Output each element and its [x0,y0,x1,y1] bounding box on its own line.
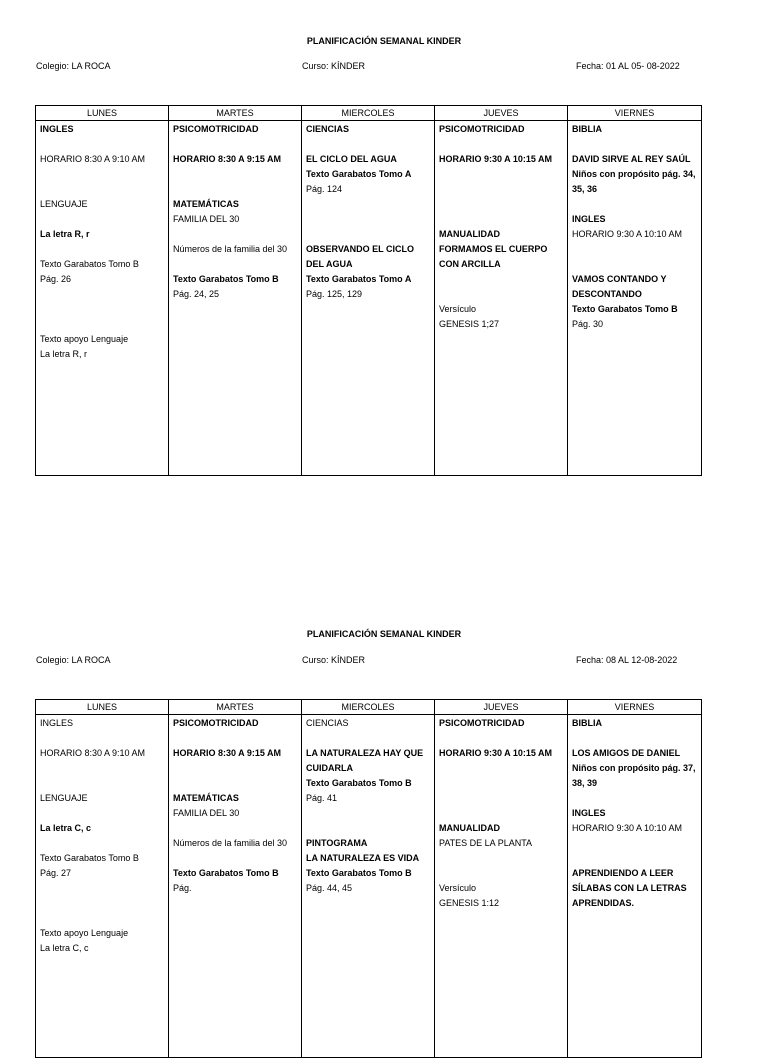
activity-line: LA NATURALEZA HAY QUE CUIDARLA [306,748,424,773]
activity-line [439,287,563,302]
activity-line: LA NATURALEZA ES VIDA [306,853,420,863]
activity-line [439,212,563,227]
activity-line: HORARIO 9:30 A 10:10 AM [572,229,683,239]
activity-line: Texto Garabatos Tomo B [40,259,139,269]
activity-line [439,197,563,212]
activity-line [40,182,164,197]
activity-line [40,911,164,926]
activity-line: CIENCIAS [306,718,349,728]
date-label: Fecha: 01 AL 05- 08-2022 [576,61,680,71]
activity-line: MANUALIDAD [439,823,500,833]
activity-line [173,851,297,866]
activity-line: FORMAMOS EL CUERPO [439,244,548,254]
day-cell [568,121,702,476]
activity-line [173,227,297,242]
activity-line: Pág. 24, 25 [173,289,220,299]
day-header: LUNES [36,700,169,715]
activity-line: MATEMÁTICAS [173,199,239,209]
activity-line [439,851,563,866]
activity-line: HORARIO 8:30 A 9:15 AM [173,748,282,758]
activity-line: Pág. 30 [572,319,604,329]
activity-line: PATES DE LA PLANTA [439,838,533,848]
activity-line [306,137,430,152]
activity-line: Versículo [439,883,477,893]
activity-line [40,167,164,182]
activity-line [173,182,297,197]
day-cell [169,121,302,476]
activity-line: Texto Garabatos Tomo B [306,868,412,878]
activity-line [173,761,297,776]
activity-line: Texto Garabatos Tomo B [173,868,279,878]
activity-line: BIBLIA [572,718,602,728]
page-title: PLANIFICACIÓN SEMANAL KINDER [306,629,462,639]
activity-line [40,761,164,776]
day-cell [435,121,568,476]
activity-line: Pág. 27 [40,868,72,878]
activity-line [439,866,563,881]
activity-line: HORARIO 8:30 A 9:10 AM [40,748,146,758]
activity-line [572,242,697,257]
activity-line: Texto Garabatos Tomo B [173,274,279,284]
activity-line: Números de la familia del 30 [173,838,288,848]
activity-line: Pág. 44, 45 [306,883,353,893]
day-header: JUEVES [435,106,568,121]
activity-line: Niños con propósito pág. 34, 35, 36 [572,169,696,194]
day-cell [302,121,435,476]
activity-line: Pág. [173,883,192,893]
activity-line: Versículo [439,304,477,314]
activity-line: GENESIS 1:12 [439,898,500,908]
activity-line: PSICOMOTRICIDAD [173,124,259,134]
activity-line [40,881,164,896]
activity-line: OBSERVANDO EL CICLO DEL AGUA [306,244,415,269]
activity-line: EL CICLO DEL AGUA [306,154,397,164]
activity-line [173,137,297,152]
school-label: Colegio: LA ROCA [36,655,111,665]
activity-line: APRENDIDAS. [572,898,635,908]
activity-line [439,761,563,776]
activity-line: LOS AMIGOS DE DANIEL [572,748,681,758]
activity-line [40,302,164,317]
activity-line: La letra C, c [40,943,89,953]
day-cell [36,121,169,476]
table-row [36,715,702,1058]
activity-line [439,791,563,806]
activity-line: Texto apoyo Lenguaje [40,334,129,344]
activity-line: LENGUAJE [40,199,88,209]
activity-line: La letra R, r [40,229,90,239]
activity-line [173,731,297,746]
activity-line: DESCONTANDO [572,289,642,299]
activity-line [40,896,164,911]
weekly-plan-table [35,699,702,1058]
activity-line [40,287,164,302]
activity-line [439,731,563,746]
activity-line: Pág. 26 [40,274,72,284]
activity-line: Pág. 125, 129 [306,289,363,299]
activity-line [40,242,164,257]
activity-line [439,806,563,821]
activity-line: PINTOGRAMA [306,838,368,848]
activity-line: Pág. 41 [306,793,338,803]
activity-line [572,791,697,806]
activity-line: FAMILIA DEL 30 [173,214,240,224]
activity-line: HORARIO 8:30 A 9:15 AM [173,154,282,164]
activity-line: DAVID SIRVE AL REY SAÚL [572,154,691,164]
activity-line [40,836,164,851]
activity-line: VAMOS CONTANDO Y [572,274,667,284]
activity-line: Texto Garabatos Tomo B [572,304,678,314]
day-header: LUNES [36,106,169,121]
activity-line: Texto Garabatos Tomo B [40,853,139,863]
activity-line: Texto apoyo Lenguaje [40,928,129,938]
activity-line: INGLES [572,808,606,818]
activity-line: CON ARCILLA [439,259,501,269]
activity-line [306,197,430,212]
activity-line: SÍLABAS CON LA LETRAS [572,883,687,893]
activity-line: HORARIO 8:30 A 9:10 AM [40,154,146,164]
activity-line: BIBLIA [572,124,602,134]
activity-line [572,731,697,746]
activity-line: Texto Garabatos Tomo B [306,778,412,788]
day-cell [568,715,702,1058]
day-cell [36,715,169,1058]
activity-line [572,137,697,152]
activity-line [40,317,164,332]
activity-line [439,182,563,197]
activity-line [572,836,697,851]
activity-line: La letra R, r [40,349,88,359]
activity-line: PSICOMOTRICIDAD [173,718,259,728]
day-cell [435,715,568,1058]
activity-line: Texto Garabatos Tomo A [306,169,412,179]
activity-line: HORARIO 9:30 A 10:15 AM [439,748,553,758]
activity-line: PSICOMOTRICIDAD [439,124,525,134]
activity-line: MATEMÁTICAS [173,793,239,803]
activity-line: FAMILIA DEL 30 [173,808,240,818]
activity-line [439,776,563,791]
weekly-plan-table [35,105,702,476]
day-header: MIERCOLES [302,106,435,121]
activity-line [439,137,563,152]
day-header: MIERCOLES [302,700,435,715]
activity-line: INGLES [40,718,74,728]
activity-line: LENGUAJE [40,793,88,803]
activity-line: INGLES [572,214,606,224]
activity-line [306,731,430,746]
day-cell [169,715,302,1058]
activity-line: MANUALIDAD [439,229,500,239]
day-header: JUEVES [435,700,568,715]
activity-line [572,197,697,212]
activity-line [439,272,563,287]
school-label: Colegio: LA ROCA [36,61,111,71]
activity-line [306,227,430,242]
activity-line [439,167,563,182]
course-label: Curso: KÍNDER [302,655,366,665]
page-title: PLANIFICACIÓN SEMANAL KINDER [306,36,462,46]
day-cell [302,715,435,1058]
activity-line [40,212,164,227]
activity-line: PSICOMOTRICIDAD [439,718,525,728]
activity-line: Números de la familia del 30 [173,244,288,254]
activity-line [173,821,297,836]
course-label: Curso: KÍNDER [302,61,366,71]
activity-line [173,776,297,791]
activity-line [40,137,164,152]
activity-line [572,851,697,866]
activity-line [173,257,297,272]
table-row [36,121,702,476]
activity-line [173,167,297,182]
table-header-row [36,700,702,715]
activity-line: La letra C, c [40,823,92,833]
day-header: MARTES [169,106,302,121]
activity-line: INGLES [40,124,74,134]
activity-line [572,257,697,272]
date-label: Fecha: 08 AL 12-08-2022 [576,655,678,665]
activity-line: APRENDIENDO A LEER [572,868,674,878]
activity-line: Niños con propósito pág. 37, 38, 39 [572,763,696,788]
activity-line: CIENCIAS [306,124,350,134]
activity-line [40,776,164,791]
activity-line [40,806,164,821]
activity-line [306,212,430,227]
activity-line: HORARIO 9:30 A 10:10 AM [572,823,683,833]
activity-line: Pág. 124 [306,184,343,194]
day-header: MARTES [169,700,302,715]
table-header-row [36,106,702,121]
activity-line: HORARIO 9:30 A 10:15 AM [439,154,553,164]
day-header: VIERNES [568,700,702,715]
activity-line: Texto Garabatos Tomo A [306,274,412,284]
activity-line: GENESIS 1;27 [439,319,500,329]
activity-line [40,731,164,746]
activity-line [306,821,430,836]
activity-line [306,806,430,821]
day-header: VIERNES [568,106,702,121]
